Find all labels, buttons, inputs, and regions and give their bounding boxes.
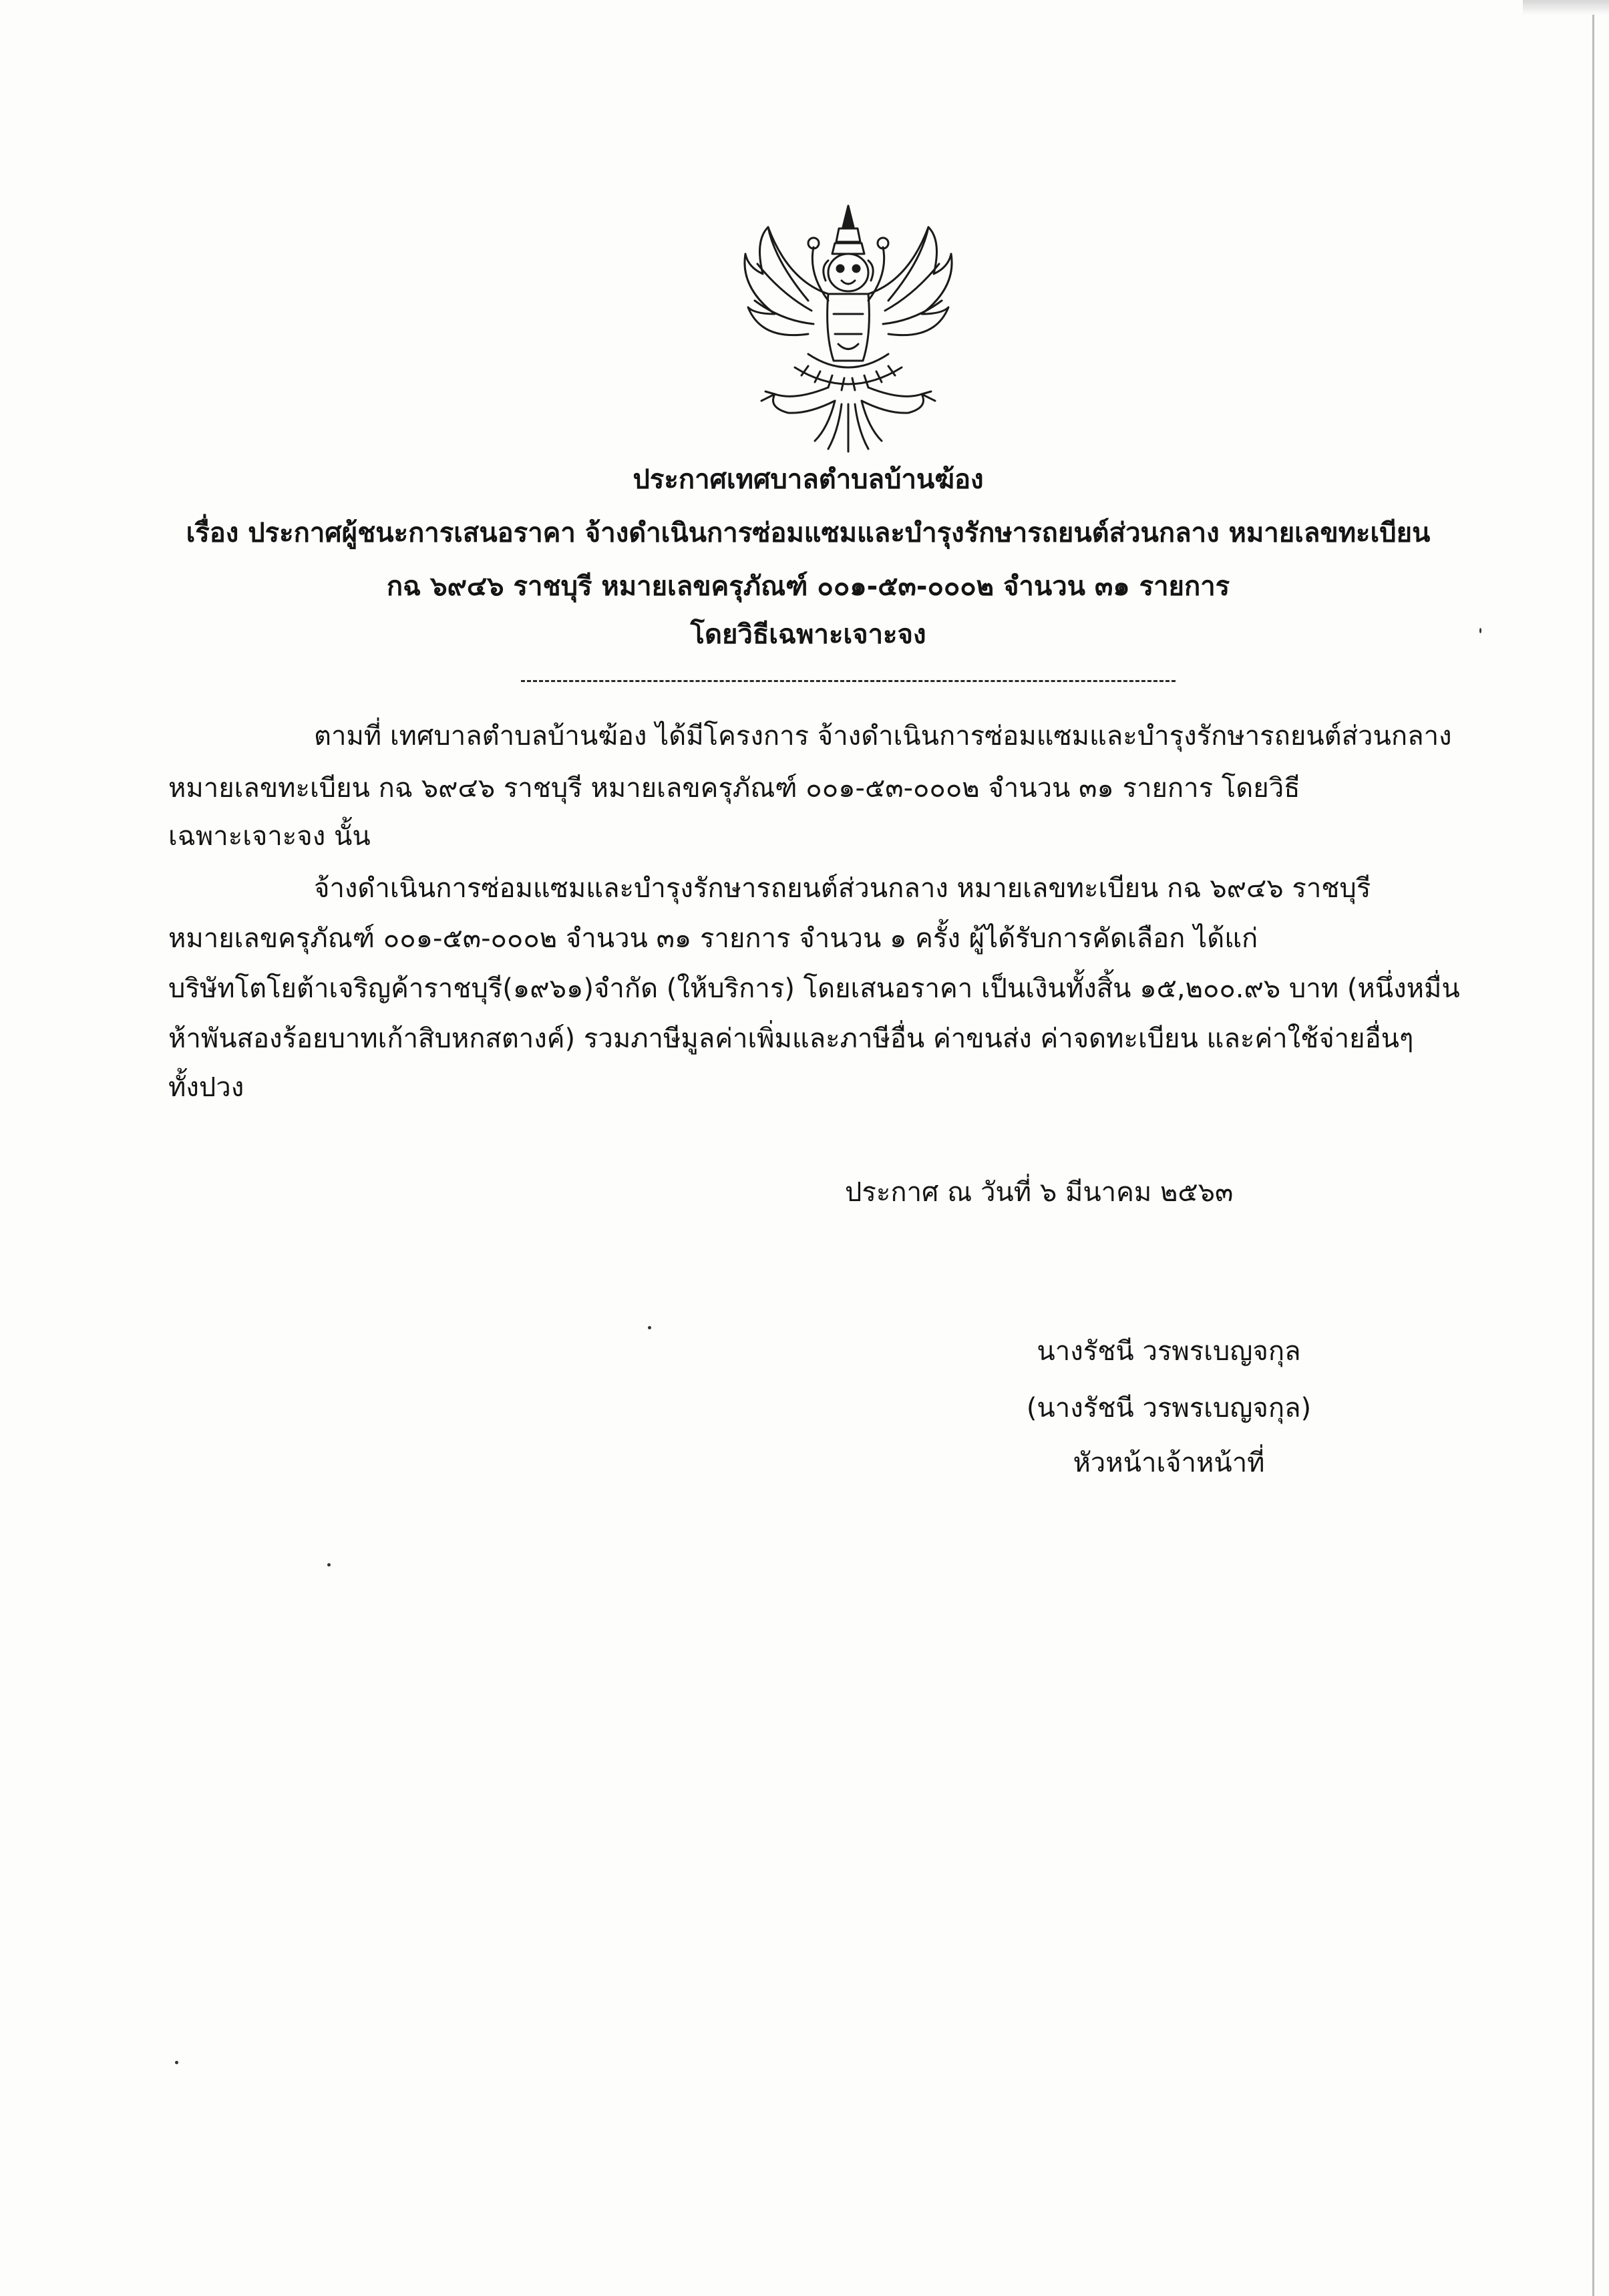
subject-line-3: โดยวิธีเฉพาะเจาะจง	[690, 619, 926, 650]
scan-speck	[175, 2061, 178, 2064]
paragraph-1-line-3: เฉพาะเจาะจง นั้น	[168, 821, 371, 852]
scan-speck	[648, 1326, 651, 1329]
scan-corner-shadow	[1523, 0, 1609, 15]
scan-speck	[327, 1563, 331, 1567]
scan-speck	[1479, 628, 1481, 633]
subject-line-1: เรื่อง ประกาศผู้ชนะการเสนอราคา จ้างดำเนินการซ่อมแซมและบำรุงรักษารถยนต์ส่วนกลาง หมายเลขทะเบียน	[186, 518, 1431, 548]
paragraph-2-line-2: หมายเลขครุภัณฑ์ ๐๐๑-๕๓-๐๐๐๒ จำนวน ๓๑ รายการ จำนวน ๑ ครั้ง ผู้ได้รับการคัดเลือก ได้แก่	[168, 923, 1258, 954]
signer-name: นางรัชนี วรพรเบญจกุล	[1037, 1336, 1301, 1367]
dashed-divider	[521, 680, 1176, 682]
subject-line-2: กฉ ๖๙๔๖ ราชบุรี หมายเลขครุภัณฑ์ ๐๐๑-๕๓-๐๐๐๒ จำนวน ๓๑ รายการ	[386, 571, 1230, 602]
paragraph-1-line-1: ตามที่ เทศบาลตำบลบ้านฆ้อง ได้มีโครงการ จ้างดำเนินการซ่อมแซมและบำรุงรักษารถยนต์ส่วนกลาง	[314, 721, 1452, 752]
announcement-date: ประกาศ ณ วันที่ ๖ มีนาคม ๒๕๖๓	[845, 1177, 1234, 1208]
garuda-emblem-icon	[728, 200, 968, 454]
announcement-title: ประกาศเทศบาลตำบลบ้านฆ้อง	[633, 464, 984, 495]
signer-position: หัวหน้าเจ้าหน้าที่	[1073, 1448, 1265, 1478]
paragraph-1-line-2: หมายเลขทะเบียน กฉ ๖๙๔๖ ราชบุรี หมายเลขครุภัณฑ์ ๐๐๑-๕๓-๐๐๐๒ จำนวน ๓๑ รายการ โดยวิธี	[168, 773, 1300, 804]
paragraph-2-line-1: จ้างดำเนินการซ่อมแซมและบำรุงรักษารถยนต์ส่วนกลาง หมายเลขทะเบียน กฉ ๖๙๔๖ ราชบุรี	[314, 873, 1371, 904]
paragraph-2-line-5: ทั้งปวง	[168, 1072, 244, 1103]
paragraph-2-line-3: บริษัทโตโยต้าเจริญค้าราชบุรี(๑๙๖๑)จำกัด (ให้บริการ) โดยเสนอราคา เป็นเงินทั้งสิ้น ๑๕,๒๐๐.๙๖ บาท (หนึ่งหมื่น	[168, 973, 1460, 1004]
paragraph-2-line-4: ห้าพันสองร้อยบาทเก้าสิบหกสตางค์) รวมภาษีมูลค่าเพิ่มและภาษีอื่น ค่าขนส่ง ค่าจดทะเบียน และค่าใช้จ่ายอื่นๆ	[168, 1023, 1414, 1054]
signer-name-parenthesized: (นางรัชนี วรพรเบญจกุล)	[1026, 1393, 1312, 1424]
scan-edge	[1592, 0, 1594, 2296]
